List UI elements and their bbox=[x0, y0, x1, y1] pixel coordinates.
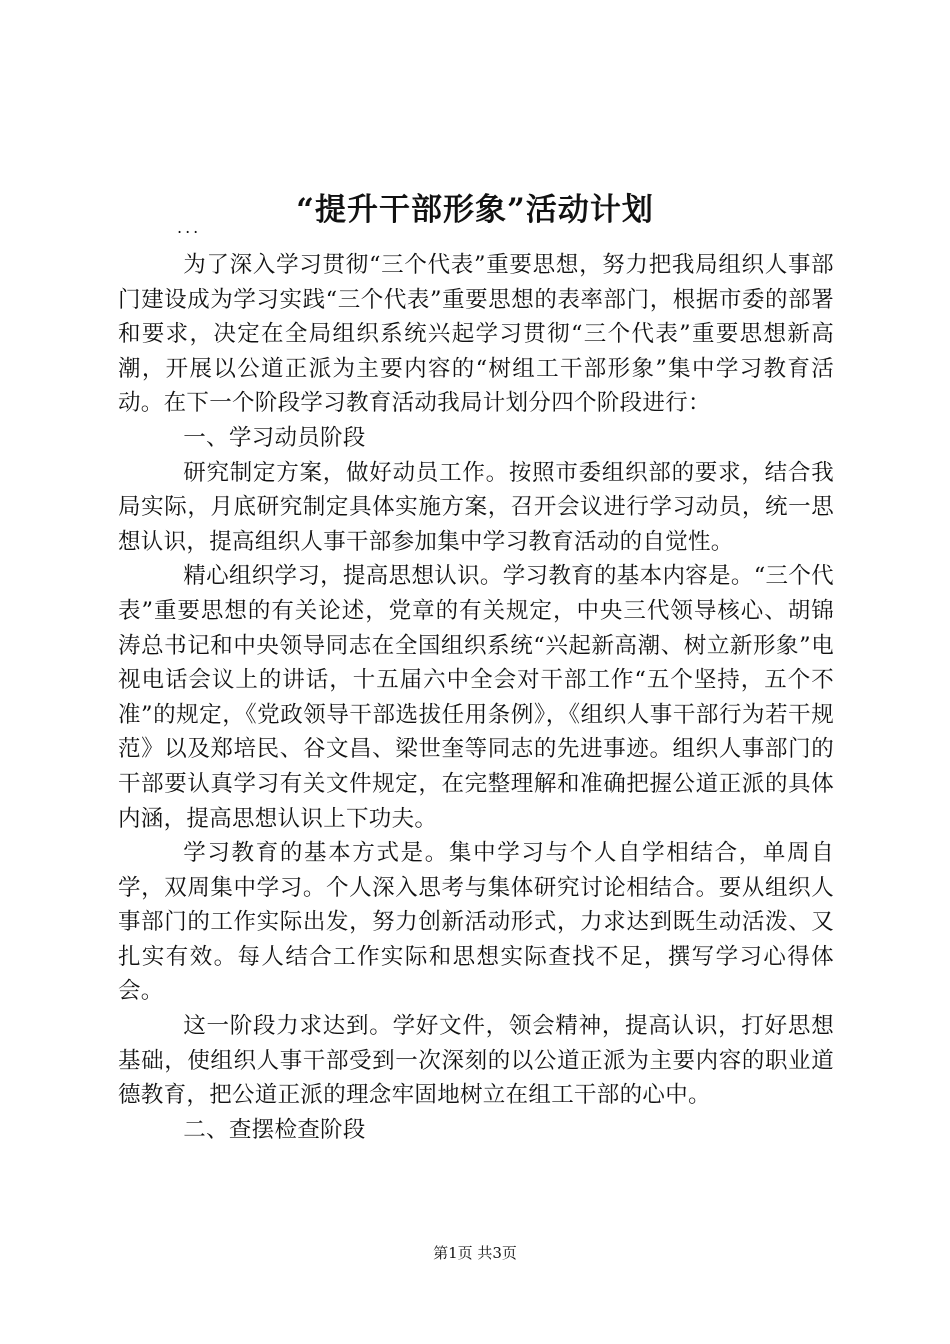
body-paragraph: 学习教育的基本方式是。集中学习与个人自学相结合，单周自学，双周集中学习。个人深入思考与集体研究讨论相结合。要从组织人事部门的工作实际出发，努力创新活动形式，力求达到既生动活泼、又扎实有效。每人结合工作实际和思想实际查找不足，撰写学习心得体会。 bbox=[118, 840, 834, 1005]
body-paragraph: 精心组织学习，提高思想认识。学习教育的基本内容是。“三个代表”重要思想的有关论述，党章的有关规定，中央三代领导核心、胡锦涛总书记和中央领导同志在全国组织系统“兴起新高潮、树立新形象”电视电话会议上的讲话，十五届六中全会对干部工作“五个坚持，五个不准”的规定，《党政领导干部选拔任用条例》，《组织人事干部行为若干规范》以及郑培民、谷文昌、梁世奎等同志的先进事迹。组织人事部门的干部要认真学习有关文件规定，在完整理解和准确把握公道正派的具体内涵，提高思想认识上下功夫。 bbox=[118, 563, 834, 832]
body-paragraph: 研究制定方案，做好动员工作。按照市委组织部的要求，结合我局实际，月底研究制定具体实施方案，召开会议进行学习动员，统一思想认识，提高组织人事干部参加集中学习教育活动的自觉性。 bbox=[118, 459, 834, 555]
document-title: “提升干部形象”活动计划 bbox=[296, 192, 654, 228]
body-paragraph: 这一阶段力求达到。学好文件，领会精神，提高认识，打好思想基础，使组织人事干部受到一次深刻的以公道正派为主要内容的职业道德教育，把公道正派的理念牢固地树立在组工干部的心中。 bbox=[118, 1013, 834, 1109]
intro-paragraph: 为了深入学习贯彻“三个代表”重要思想，努力把我局组织人事部门建设成为学习实践“三个代表”重要思想的表率部门，根据市委的部署和要求，决定在全局组织系统兴起学习贯彻“三个代表”重要思想新高潮，开展以公道正派为主要内容的“树组工干部形象”集中学习教育活动。在下一个阶段学习教育活动我局计划分四个阶段进行： bbox=[118, 252, 834, 417]
document-body bbox=[118, 248, 834, 1147]
section-heading-2: 二、查摆检查阶段 bbox=[183, 1116, 366, 1143]
section-heading-1: 一、学习动员阶段 bbox=[183, 424, 366, 451]
ellipsis-mark: ... bbox=[177, 218, 202, 237]
page-footer: 第1页 共3页 bbox=[433, 1244, 517, 1262]
